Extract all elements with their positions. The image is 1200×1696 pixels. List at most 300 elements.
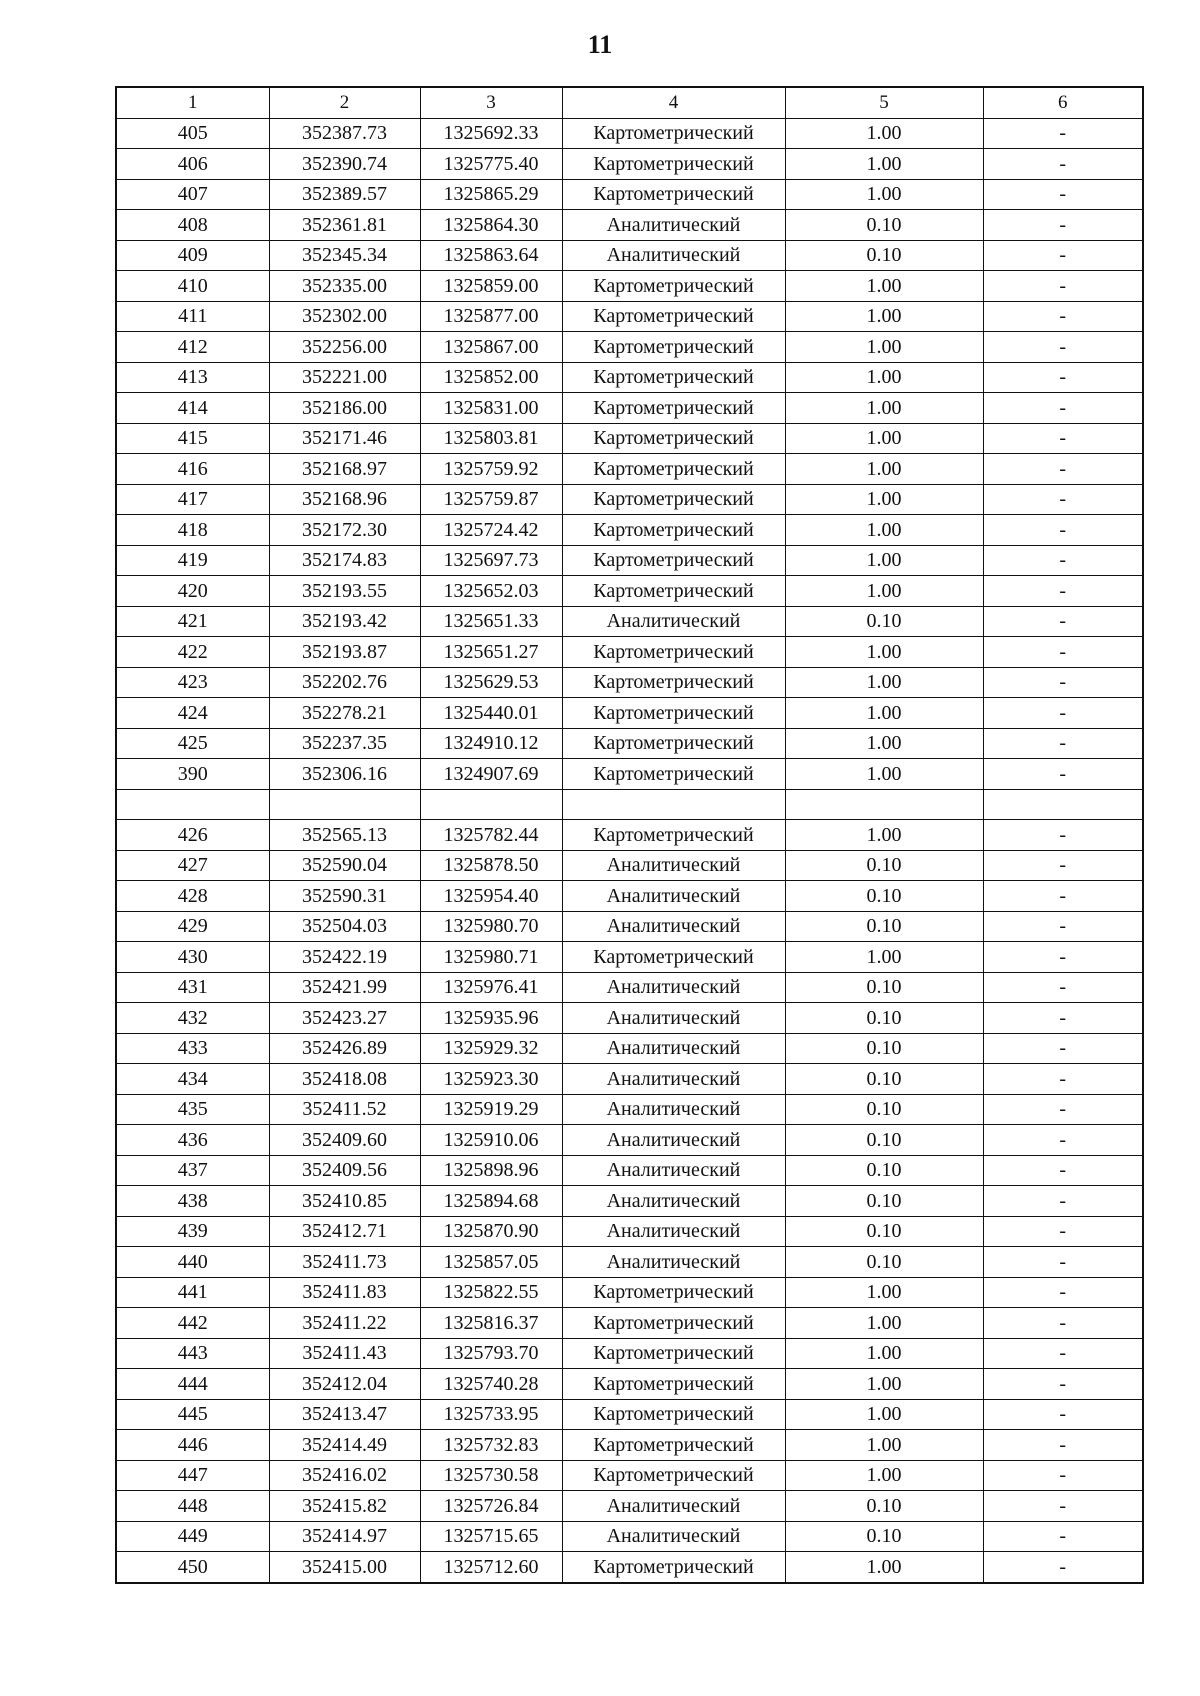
accuracy-cell: 0.10 <box>785 606 983 637</box>
accuracy-cell: 0.10 <box>785 1003 983 1034</box>
y-coordinate-cell: 1325919.29 <box>420 1094 562 1125</box>
coordinates-table <box>115 86 1144 1584</box>
method-cell: Картометрический <box>562 423 785 454</box>
accuracy-cell: 0.10 <box>785 1155 983 1186</box>
method-cell: Картометрический <box>562 332 785 363</box>
note-cell: - <box>983 728 1143 759</box>
accuracy-cell: 1.00 <box>785 576 983 607</box>
x-coordinate-cell: 352413.47 <box>269 1399 420 1430</box>
method-cell: Аналитический <box>562 911 785 942</box>
y-coordinate-cell: 1325651.33 <box>420 606 562 637</box>
y-coordinate-cell: 1325877.00 <box>420 301 562 332</box>
y-coordinate-cell: 1325923.30 <box>420 1064 562 1095</box>
y-coordinate-cell: 1325976.41 <box>420 972 562 1003</box>
y-coordinate-cell: 1325712.60 <box>420 1552 562 1583</box>
y-coordinate-cell: 1324907.69 <box>420 759 562 790</box>
table-row <box>116 606 1143 637</box>
table-row <box>116 881 1143 912</box>
accuracy-cell: 1.00 <box>785 1399 983 1430</box>
x-coordinate-cell: 352411.22 <box>269 1308 420 1339</box>
method-cell: Аналитический <box>562 210 785 241</box>
accuracy-cell: 0.10 <box>785 881 983 912</box>
point-number-cell: 431 <box>116 972 269 1003</box>
note-cell: - <box>983 606 1143 637</box>
x-coordinate-cell: 352202.76 <box>269 667 420 698</box>
method-cell: Аналитический <box>562 850 785 881</box>
accuracy-cell: 0.10 <box>785 972 983 1003</box>
accuracy-cell: 1.00 <box>785 667 983 698</box>
y-coordinate-cell: 1324910.12 <box>420 728 562 759</box>
table-row <box>116 362 1143 393</box>
accuracy-cell: 0.10 <box>785 1064 983 1095</box>
y-coordinate-cell: 1325859.00 <box>420 271 562 302</box>
x-coordinate-cell: 352237.35 <box>269 728 420 759</box>
y-coordinate-cell: 1325863.64 <box>420 240 562 271</box>
x-coordinate-cell: 352416.02 <box>269 1460 420 1491</box>
y-coordinate-cell: 1325692.33 <box>420 118 562 149</box>
method-cell: Картометрический <box>562 728 785 759</box>
x-coordinate-cell: 352256.00 <box>269 332 420 363</box>
accuracy-cell: 1.00 <box>785 1277 983 1308</box>
note-cell: - <box>983 1369 1143 1400</box>
x-coordinate-cell: 352361.81 <box>269 210 420 241</box>
point-number-cell: 441 <box>116 1277 269 1308</box>
x-coordinate-cell: 352390.74 <box>269 149 420 180</box>
x-coordinate-cell: 352335.00 <box>269 271 420 302</box>
y-coordinate-cell: 1325867.00 <box>420 332 562 363</box>
x-coordinate-cell: 352171.46 <box>269 423 420 454</box>
y-coordinate-cell: 1325898.96 <box>420 1155 562 1186</box>
accuracy-cell: 0.10 <box>785 1094 983 1125</box>
note-cell: - <box>983 1460 1143 1491</box>
note-cell: - <box>983 1186 1143 1217</box>
method-cell: Аналитический <box>562 1125 785 1156</box>
x-coordinate-cell: 352411.52 <box>269 1094 420 1125</box>
table-row <box>116 332 1143 363</box>
y-coordinate-cell: 1325782.44 <box>420 820 562 851</box>
table-row <box>116 1552 1143 1583</box>
point-number-cell: 411 <box>116 301 269 332</box>
point-number-cell: 439 <box>116 1216 269 1247</box>
method-cell: Аналитический <box>562 606 785 637</box>
y-coordinate-cell: 1325870.90 <box>420 1216 562 1247</box>
y-coordinate-cell: 1325730.58 <box>420 1460 562 1491</box>
table-row <box>116 850 1143 881</box>
point-number-cell: 390 <box>116 759 269 790</box>
point-number-cell: 436 <box>116 1125 269 1156</box>
table-row <box>116 1186 1143 1217</box>
note-cell: - <box>983 1003 1143 1034</box>
point-number-cell: 444 <box>116 1369 269 1400</box>
accuracy-cell: 1.00 <box>785 1308 983 1339</box>
x-coordinate-cell: 352411.43 <box>269 1338 420 1369</box>
note-cell: - <box>983 179 1143 210</box>
y-coordinate-cell: 1325980.70 <box>420 911 562 942</box>
table-row <box>116 179 1143 210</box>
point-number-cell: 433 <box>116 1033 269 1064</box>
column-header: 1 <box>116 87 269 118</box>
x-coordinate-cell <box>269 789 420 820</box>
point-number-cell: 447 <box>116 1460 269 1491</box>
table-row <box>116 149 1143 180</box>
y-coordinate-cell: 1325726.84 <box>420 1491 562 1522</box>
point-number-cell: 423 <box>116 667 269 698</box>
table-row <box>116 301 1143 332</box>
y-coordinate-cell: 1325759.87 <box>420 484 562 515</box>
point-number-cell: 440 <box>116 1247 269 1278</box>
x-coordinate-cell: 352590.31 <box>269 881 420 912</box>
column-header: 6 <box>983 87 1143 118</box>
x-coordinate-cell: 352174.83 <box>269 545 420 576</box>
x-coordinate-cell: 352387.73 <box>269 118 420 149</box>
y-coordinate-cell: 1325740.28 <box>420 1369 562 1400</box>
accuracy-cell: 1.00 <box>785 393 983 424</box>
table-row <box>116 1308 1143 1339</box>
note-cell: - <box>983 1521 1143 1552</box>
x-coordinate-cell: 352221.00 <box>269 362 420 393</box>
table-row <box>116 972 1143 1003</box>
x-coordinate-cell: 352410.85 <box>269 1186 420 1217</box>
note-cell: - <box>983 1338 1143 1369</box>
y-coordinate-cell: 1325929.32 <box>420 1033 562 1064</box>
method-cell: Картометрический <box>562 1308 785 1339</box>
accuracy-cell: 0.10 <box>785 240 983 271</box>
method-cell: Аналитический <box>562 240 785 271</box>
y-coordinate-cell: 1325733.95 <box>420 1399 562 1430</box>
note-cell: - <box>983 271 1143 302</box>
method-cell: Картометрический <box>562 637 785 668</box>
y-coordinate-cell: 1325803.81 <box>420 423 562 454</box>
column-header: 2 <box>269 87 420 118</box>
accuracy-cell: 1.00 <box>785 271 983 302</box>
method-cell: Аналитический <box>562 881 785 912</box>
x-coordinate-cell: 352422.19 <box>269 942 420 973</box>
method-cell: Картометрический <box>562 515 785 546</box>
note-cell: - <box>983 1399 1143 1430</box>
accuracy-cell: 1.00 <box>785 179 983 210</box>
point-number-cell: 418 <box>116 515 269 546</box>
y-coordinate-cell: 1325775.40 <box>420 149 562 180</box>
y-coordinate-cell: 1325440.01 <box>420 698 562 729</box>
note-cell: - <box>983 1125 1143 1156</box>
point-number-cell: 409 <box>116 240 269 271</box>
accuracy-cell: 0.10 <box>785 1491 983 1522</box>
method-cell: Картометрический <box>562 454 785 485</box>
x-coordinate-cell: 352565.13 <box>269 820 420 851</box>
note-cell: - <box>983 545 1143 576</box>
point-number-cell: 442 <box>116 1308 269 1339</box>
point-number-cell: 412 <box>116 332 269 363</box>
point-number-cell: 422 <box>116 637 269 668</box>
point-number-cell: 407 <box>116 179 269 210</box>
note-cell: - <box>983 1033 1143 1064</box>
accuracy-cell: 1.00 <box>785 1338 983 1369</box>
y-coordinate-cell: 1325910.06 <box>420 1125 562 1156</box>
point-number-cell: 414 <box>116 393 269 424</box>
accuracy-cell: 0.10 <box>785 1216 983 1247</box>
table-row <box>116 1033 1143 1064</box>
note-cell: - <box>983 1430 1143 1461</box>
point-number-cell: 428 <box>116 881 269 912</box>
accuracy-cell: 0.10 <box>785 850 983 881</box>
method-cell <box>562 789 785 820</box>
point-number-cell <box>116 789 269 820</box>
accuracy-cell: 1.00 <box>785 362 983 393</box>
point-number-cell: 426 <box>116 820 269 851</box>
accuracy-cell: 1.00 <box>785 545 983 576</box>
method-cell: Картометрический <box>562 362 785 393</box>
method-cell: Аналитический <box>562 1155 785 1186</box>
x-coordinate-cell: 352412.04 <box>269 1369 420 1400</box>
method-cell: Аналитический <box>562 1247 785 1278</box>
table-row <box>116 698 1143 729</box>
y-coordinate-cell: 1325852.00 <box>420 362 562 393</box>
accuracy-cell: 0.10 <box>785 1125 983 1156</box>
note-cell: - <box>983 637 1143 668</box>
note-cell: - <box>983 1308 1143 1339</box>
note-cell: - <box>983 362 1143 393</box>
point-number-cell: 435 <box>116 1094 269 1125</box>
table-row <box>116 454 1143 485</box>
accuracy-cell: 1.00 <box>785 515 983 546</box>
note-cell: - <box>983 820 1143 851</box>
table-row <box>116 118 1143 149</box>
point-number-cell: 416 <box>116 454 269 485</box>
note-cell: - <box>983 332 1143 363</box>
method-cell: Картометрический <box>562 698 785 729</box>
x-coordinate-cell: 352411.73 <box>269 1247 420 1278</box>
table-row <box>116 484 1143 515</box>
y-coordinate-cell: 1325724.42 <box>420 515 562 546</box>
table-row <box>116 240 1143 271</box>
note-cell: - <box>983 393 1143 424</box>
method-cell: Картометрический <box>562 149 785 180</box>
table-row <box>116 1155 1143 1186</box>
table-row <box>116 1369 1143 1400</box>
method-cell: Картометрический <box>562 942 785 973</box>
accuracy-cell: 1.00 <box>785 1552 983 1583</box>
note-cell: - <box>983 210 1143 241</box>
note-cell: - <box>983 698 1143 729</box>
note-cell: - <box>983 515 1143 546</box>
method-cell: Аналитический <box>562 972 785 1003</box>
table-row <box>116 759 1143 790</box>
y-coordinate-cell: 1325652.03 <box>420 576 562 607</box>
method-cell: Картометрический <box>562 759 785 790</box>
table-row <box>116 1460 1143 1491</box>
y-coordinate-cell: 1325980.71 <box>420 942 562 973</box>
accuracy-cell: 1.00 <box>785 1460 983 1491</box>
x-coordinate-cell: 352414.49 <box>269 1430 420 1461</box>
point-number-cell: 420 <box>116 576 269 607</box>
note-cell: - <box>983 942 1143 973</box>
method-cell: Аналитический <box>562 1186 785 1217</box>
x-coordinate-cell: 352411.83 <box>269 1277 420 1308</box>
method-cell: Картометрический <box>562 271 785 302</box>
note-cell: - <box>983 149 1143 180</box>
accuracy-cell: 1.00 <box>785 728 983 759</box>
method-cell: Картометрический <box>562 820 785 851</box>
x-coordinate-cell: 352193.87 <box>269 637 420 668</box>
x-coordinate-cell: 352418.08 <box>269 1064 420 1095</box>
accuracy-cell: 1.00 <box>785 149 983 180</box>
note-cell: - <box>983 301 1143 332</box>
y-coordinate-cell: 1325954.40 <box>420 881 562 912</box>
note-cell <box>983 789 1143 820</box>
table-row <box>116 1003 1143 1034</box>
method-cell: Картометрический <box>562 301 785 332</box>
table-row <box>116 545 1143 576</box>
point-number-cell: 449 <box>116 1521 269 1552</box>
accuracy-cell: 0.10 <box>785 1033 983 1064</box>
accuracy-cell: 0.10 <box>785 1186 983 1217</box>
table-row <box>116 789 1143 820</box>
note-cell: - <box>983 118 1143 149</box>
method-cell: Аналитический <box>562 1491 785 1522</box>
table-row <box>116 1430 1143 1461</box>
point-number-cell: 450 <box>116 1552 269 1583</box>
table-row <box>116 820 1143 851</box>
y-coordinate-cell: 1325759.92 <box>420 454 562 485</box>
accuracy-cell: 1.00 <box>785 301 983 332</box>
method-cell: Картометрический <box>562 1338 785 1369</box>
point-number-cell: 448 <box>116 1491 269 1522</box>
y-coordinate-cell: 1325629.53 <box>420 667 562 698</box>
table-row <box>116 210 1143 241</box>
method-cell: Аналитический <box>562 1216 785 1247</box>
x-coordinate-cell: 352168.96 <box>269 484 420 515</box>
method-cell: Картометрический <box>562 179 785 210</box>
point-number-cell: 445 <box>116 1399 269 1430</box>
method-cell: Аналитический <box>562 1064 785 1095</box>
method-cell: Картометрический <box>562 118 785 149</box>
method-cell: Аналитический <box>562 1521 785 1552</box>
note-cell: - <box>983 1155 1143 1186</box>
table-row <box>116 1338 1143 1369</box>
method-cell: Картометрический <box>562 1277 785 1308</box>
table-row <box>116 1094 1143 1125</box>
accuracy-cell: 1.00 <box>785 637 983 668</box>
point-number-cell: 434 <box>116 1064 269 1095</box>
x-coordinate-cell: 352168.97 <box>269 454 420 485</box>
point-number-cell: 421 <box>116 606 269 637</box>
note-cell: - <box>983 1552 1143 1583</box>
table-row <box>116 1125 1143 1156</box>
note-cell: - <box>983 240 1143 271</box>
x-coordinate-cell: 352409.56 <box>269 1155 420 1186</box>
x-coordinate-cell: 352302.00 <box>269 301 420 332</box>
point-number-cell: 408 <box>116 210 269 241</box>
point-number-cell: 446 <box>116 1430 269 1461</box>
x-coordinate-cell: 352421.99 <box>269 972 420 1003</box>
method-cell: Картометрический <box>562 545 785 576</box>
method-cell: Аналитический <box>562 1094 785 1125</box>
table-row <box>116 911 1143 942</box>
x-coordinate-cell: 352412.71 <box>269 1216 420 1247</box>
table-row <box>116 942 1143 973</box>
table-body <box>116 118 1143 1583</box>
point-number-cell: 410 <box>116 271 269 302</box>
accuracy-cell: 1.00 <box>785 484 983 515</box>
accuracy-cell: 1.00 <box>785 332 983 363</box>
accuracy-cell: 1.00 <box>785 820 983 851</box>
method-cell: Аналитический <box>562 1003 785 1034</box>
table-row <box>116 1064 1143 1095</box>
accuracy-cell: 1.00 <box>785 942 983 973</box>
y-coordinate-cell: 1325697.73 <box>420 545 562 576</box>
accuracy-cell: 1.00 <box>785 1430 983 1461</box>
x-coordinate-cell: 352415.82 <box>269 1491 420 1522</box>
note-cell: - <box>983 1064 1143 1095</box>
page-number: 11 <box>587 30 613 59</box>
y-coordinate-cell: 1325878.50 <box>420 850 562 881</box>
accuracy-cell: 0.10 <box>785 1247 983 1278</box>
x-coordinate-cell: 352423.27 <box>269 1003 420 1034</box>
note-cell: - <box>983 454 1143 485</box>
method-cell: Картометрический <box>562 667 785 698</box>
note-cell: - <box>983 1094 1143 1125</box>
table-row <box>116 423 1143 454</box>
table-row <box>116 393 1143 424</box>
table-row <box>116 576 1143 607</box>
x-coordinate-cell: 352590.04 <box>269 850 420 881</box>
x-coordinate-cell: 352409.60 <box>269 1125 420 1156</box>
table-row <box>116 728 1143 759</box>
table-row <box>116 271 1143 302</box>
point-number-cell: 406 <box>116 149 269 180</box>
column-header: 3 <box>420 87 562 118</box>
accuracy-cell: 0.10 <box>785 210 983 241</box>
x-coordinate-cell: 352345.34 <box>269 240 420 271</box>
y-coordinate-cell: 1325865.29 <box>420 179 562 210</box>
point-number-cell: 419 <box>116 545 269 576</box>
accuracy-cell <box>785 789 983 820</box>
note-cell: - <box>983 484 1143 515</box>
y-coordinate-cell: 1325715.65 <box>420 1521 562 1552</box>
x-coordinate-cell: 352414.97 <box>269 1521 420 1552</box>
y-coordinate-cell: 1325651.27 <box>420 637 562 668</box>
point-number-cell: 437 <box>116 1155 269 1186</box>
accuracy-cell: 0.10 <box>785 911 983 942</box>
column-header: 4 <box>562 87 785 118</box>
x-coordinate-cell: 352306.16 <box>269 759 420 790</box>
method-cell: Картометрический <box>562 484 785 515</box>
note-cell: - <box>983 1216 1143 1247</box>
note-cell: - <box>983 911 1143 942</box>
x-coordinate-cell: 352172.30 <box>269 515 420 546</box>
note-cell: - <box>983 972 1143 1003</box>
accuracy-cell: 1.00 <box>785 759 983 790</box>
y-coordinate-cell: 1325894.68 <box>420 1186 562 1217</box>
method-cell: Картометрический <box>562 393 785 424</box>
note-cell: - <box>983 759 1143 790</box>
method-cell: Картометрический <box>562 1399 785 1430</box>
point-number-cell: 443 <box>116 1338 269 1369</box>
y-coordinate-cell: 1325857.05 <box>420 1247 562 1278</box>
method-cell: Картометрический <box>562 1552 785 1583</box>
point-number-cell: 415 <box>116 423 269 454</box>
accuracy-cell: 1.00 <box>785 423 983 454</box>
point-number-cell: 425 <box>116 728 269 759</box>
point-number-cell: 430 <box>116 942 269 973</box>
note-cell: - <box>983 667 1143 698</box>
table-row <box>116 1247 1143 1278</box>
table-header-row <box>116 87 1143 118</box>
table-row <box>116 1399 1143 1430</box>
table-row <box>116 1521 1143 1552</box>
table-row <box>116 1216 1143 1247</box>
method-cell: Картометрический <box>562 1369 785 1400</box>
